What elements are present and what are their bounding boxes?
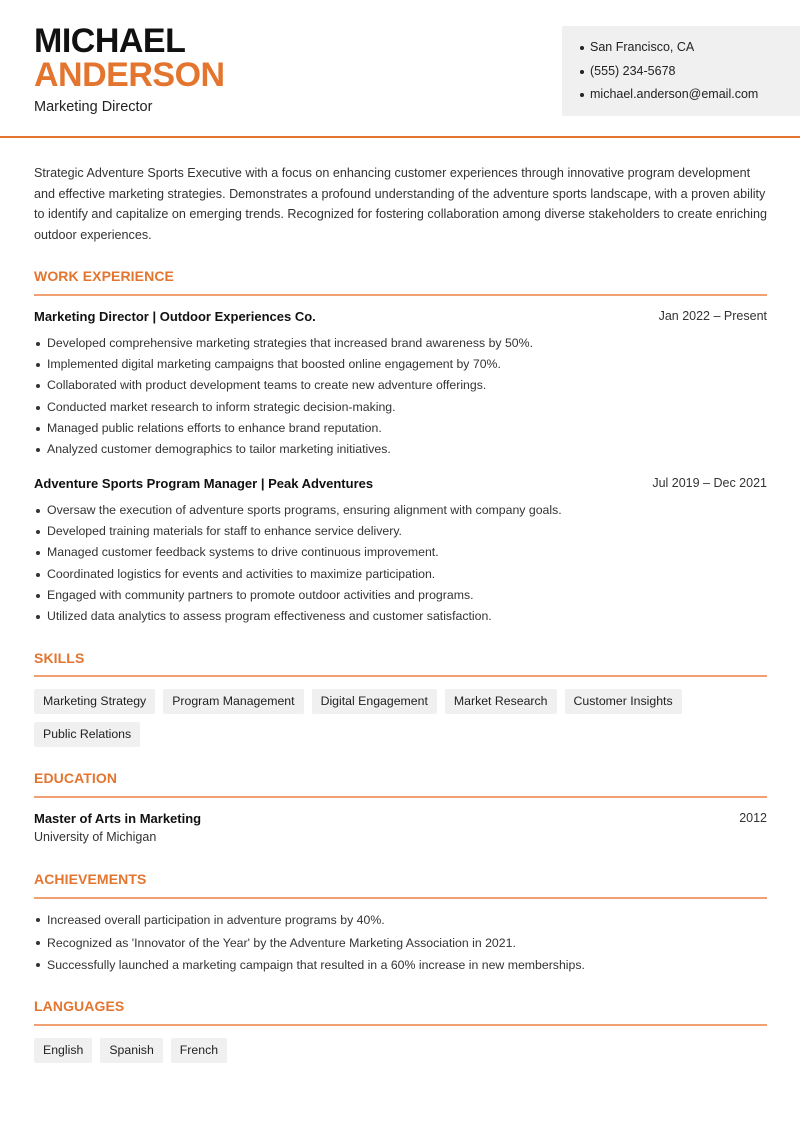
resume-header xyxy=(0,0,800,138)
list-item: Successfully launched a marketing campaign that resulted in a 60% increase in new memberships. xyxy=(34,954,767,977)
achievements-heading: ACHIEVEMENTS xyxy=(34,871,147,887)
list-item: Managed customer feedback systems to drive continuous improvement. xyxy=(34,542,767,563)
job-role: Marketing Director | Outdoor Experiences Co. xyxy=(34,309,316,324)
list-item: Analyzed customer demographics to tailor marketing initiatives. xyxy=(34,439,767,460)
skills-heading: SKILLS xyxy=(34,650,85,666)
list-item: Developed training materials for staff to enhance service delivery. xyxy=(34,521,767,542)
list-item: Engaged with community partners to promote outdoor activities and programs. xyxy=(34,585,767,606)
education-heading: EDUCATION xyxy=(34,770,118,786)
skill-tag: Market Research xyxy=(445,689,557,714)
language-tag: French xyxy=(171,1038,227,1063)
job-header xyxy=(34,309,767,327)
list-item: Utilized data analytics to assess program effectiveness and customer satisfaction. xyxy=(34,606,767,627)
section-divider xyxy=(34,675,767,677)
list-item: Conducted market research to inform strategic decision-making. xyxy=(34,397,767,418)
contact-phone: (555) 234-5678 xyxy=(578,60,800,84)
education-year: 2012 xyxy=(739,811,767,825)
list-item: Managed public relations efforts to enhance brand reputation. xyxy=(34,418,767,439)
work-experience-heading: WORK EXPERIENCE xyxy=(34,268,174,284)
job-title: Marketing Director xyxy=(34,99,153,115)
education-school: University of Michigan xyxy=(34,830,157,844)
first-name: MICHAEL xyxy=(34,22,186,60)
list-item: Collaborated with product development teams to create new adventure offerings. xyxy=(34,375,767,396)
list-item: Recognized as 'Innovator of the Year' by the Adventure Marketing Association in 2021. xyxy=(34,932,767,955)
skills-list xyxy=(34,689,774,747)
job-bullets xyxy=(34,500,767,627)
education-degree: Master of Arts in Marketing xyxy=(34,811,202,826)
contact-email[interactable]: michael.anderson@email.com xyxy=(578,83,800,107)
skill-tag: Digital Engagement xyxy=(312,689,437,714)
job-dates: Jul 2019 – Dec 2021 xyxy=(652,476,767,490)
list-item: Oversaw the execution of adventure sports programs, ensuring alignment with company goals. xyxy=(34,500,767,521)
job-bullets xyxy=(34,333,767,460)
section-divider xyxy=(34,1024,767,1026)
job-header xyxy=(34,476,767,494)
section-divider xyxy=(34,796,767,798)
list-item: Coordinated logistics for events and activities to maximize participation. xyxy=(34,564,767,585)
job-role: Adventure Sports Program Manager | Peak Adventures xyxy=(34,476,374,491)
section-divider xyxy=(34,294,767,296)
job-dates: Jan 2022 – Present xyxy=(658,309,767,323)
summary-paragraph: Strategic Adventure Sports Executive with a focus on enhancing customer experiences through innovative program development and effective marketing strategies. Demonstrates a profound understanding of the adventure sports landscape, with a proven ability to identify and capitalize on emerging trends. Recognized for fostering collaboration among diverse stakeholders to create enriching outdoor experiences. xyxy=(34,166,767,243)
achievements-list xyxy=(34,909,767,977)
skill-tag: Customer Insights xyxy=(565,689,682,714)
skill-tag: Program Management xyxy=(163,689,303,714)
contact-location: San Francisco, CA xyxy=(578,36,800,60)
skill-tag: Marketing Strategy xyxy=(34,689,155,714)
languages-heading: LANGUAGES xyxy=(34,998,125,1014)
language-tag: English xyxy=(34,1038,92,1063)
section-divider xyxy=(34,897,767,899)
list-item: Implemented digital marketing campaigns that boosted online engagement by 70%. xyxy=(34,354,767,375)
list-item: Increased overall participation in adventure programs by 40%. xyxy=(34,909,767,932)
skill-tag: Public Relations xyxy=(34,722,140,747)
last-name: ANDERSON xyxy=(34,56,225,94)
contact-box xyxy=(562,26,800,116)
language-tag: Spanish xyxy=(100,1038,162,1063)
list-item: Developed comprehensive marketing strategies that increased brand awareness by 50%. xyxy=(34,333,767,354)
languages-list xyxy=(34,1038,774,1063)
